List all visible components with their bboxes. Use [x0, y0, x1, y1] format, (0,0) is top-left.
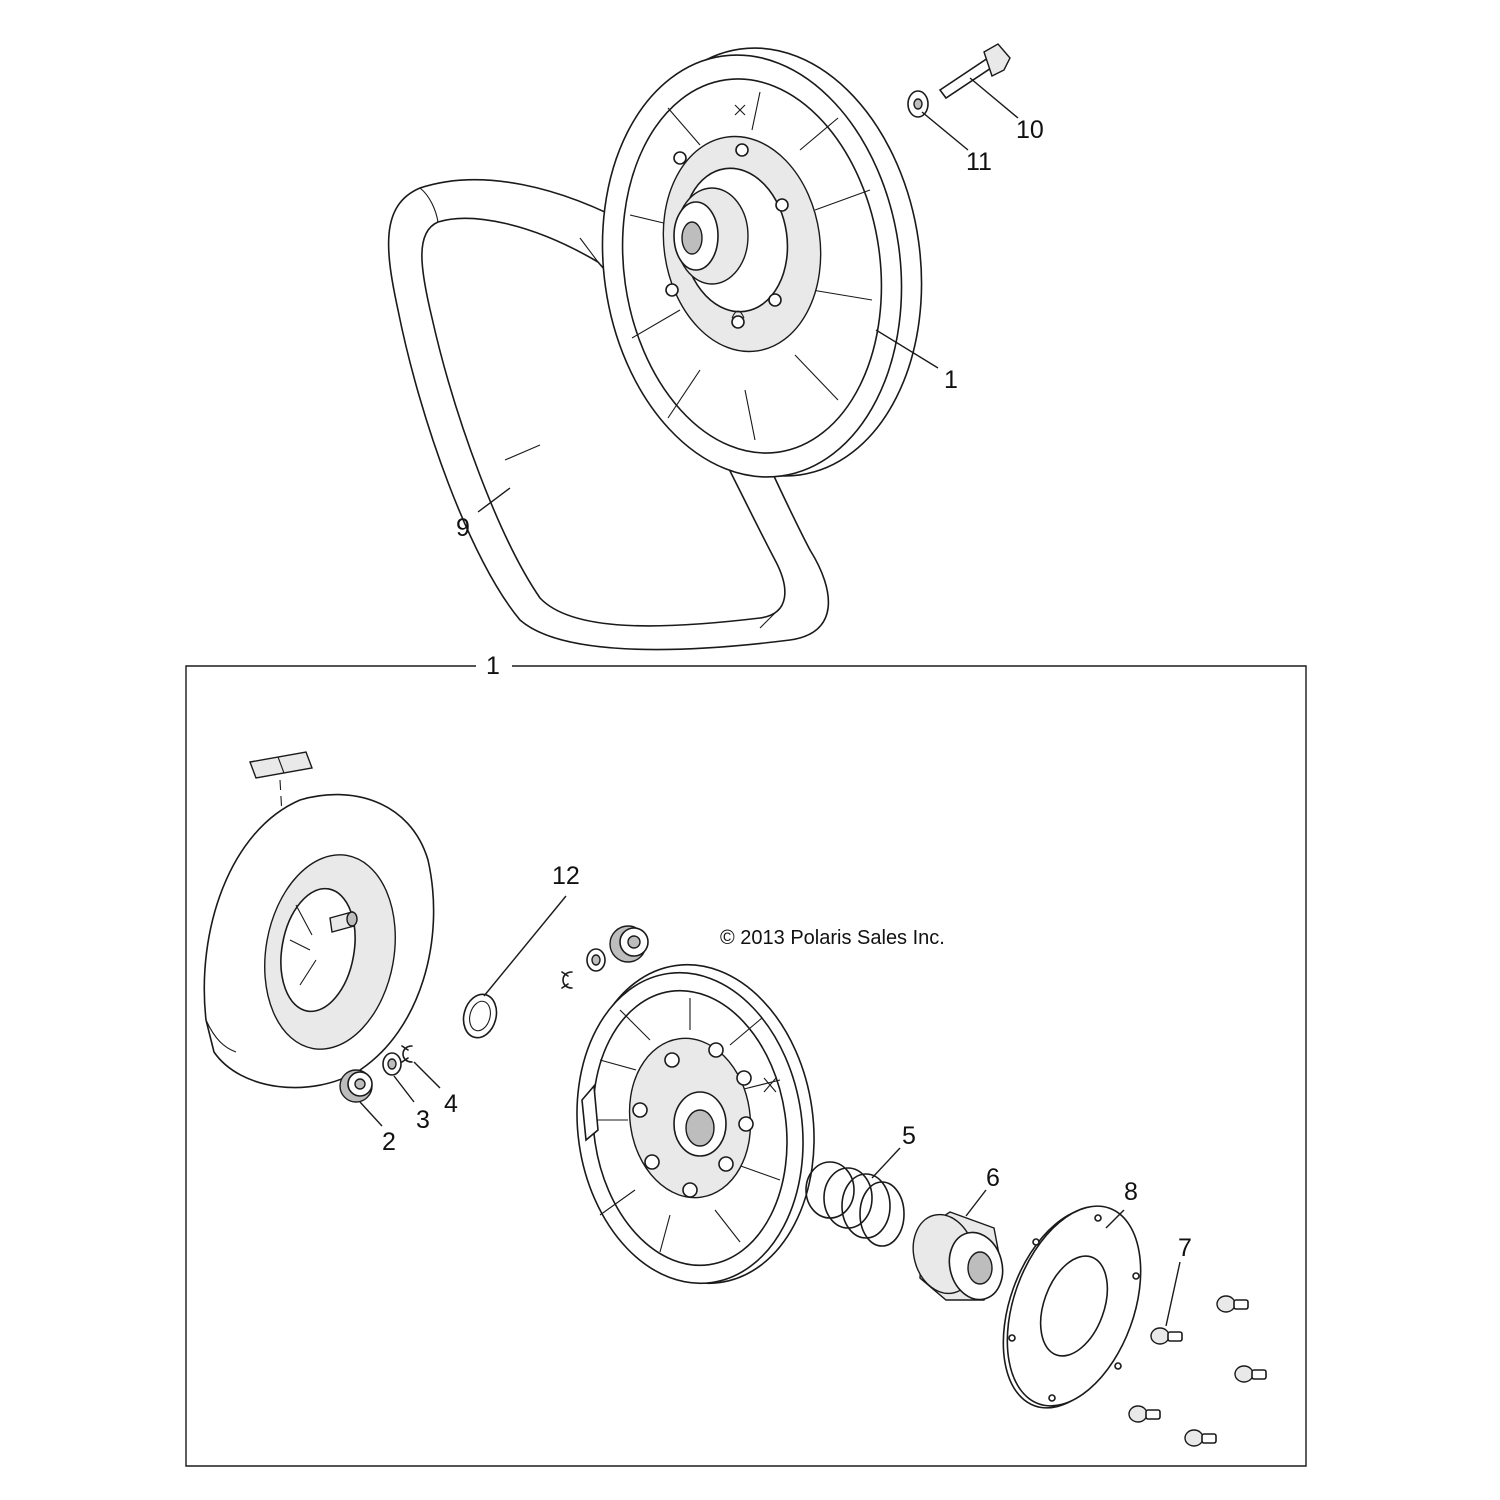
callout-9: 9	[456, 514, 470, 542]
callout-12: 12	[552, 862, 580, 890]
callout-7: 7	[1178, 1234, 1192, 1262]
callout-6: 6	[986, 1164, 1000, 1192]
moveable-sheave	[557, 950, 834, 1299]
bolt	[940, 44, 1010, 98]
screw	[1151, 1328, 1182, 1344]
washer	[908, 91, 928, 117]
screw	[1129, 1406, 1160, 1422]
e-clip	[402, 1046, 412, 1062]
screw	[1235, 1366, 1266, 1382]
roller-washer	[383, 1053, 401, 1075]
fixed-sheave	[204, 795, 433, 1088]
callout-5: 5	[902, 1122, 916, 1150]
screws	[1129, 1296, 1266, 1446]
copyright-text: © 2013 Polaris Sales Inc.	[720, 927, 945, 949]
callout-11: 11	[966, 148, 992, 176]
leader-10	[970, 78, 1018, 118]
leader-5	[872, 1148, 900, 1178]
leader-12	[484, 896, 566, 996]
callout-1-box: 1	[486, 652, 500, 680]
callout-3: 3	[416, 1106, 430, 1134]
spring	[806, 1162, 904, 1246]
cover-plate	[978, 1188, 1166, 1426]
leader-6	[966, 1190, 986, 1216]
callout-1-top: 1	[944, 366, 958, 394]
leader-7	[1166, 1262, 1180, 1326]
callout-8: 8	[1124, 1178, 1138, 1206]
leader-2	[360, 1102, 382, 1126]
spring-cup	[905, 1208, 1010, 1306]
roller-set-upper	[562, 926, 648, 988]
leader-3	[394, 1076, 414, 1102]
callout-2: 2	[382, 1128, 396, 1156]
callout-10: 10	[1016, 116, 1044, 144]
callout-4: 4	[444, 1090, 458, 1118]
roller	[340, 1070, 372, 1102]
screw	[1217, 1296, 1248, 1312]
leader-11	[922, 112, 968, 150]
leader-4	[414, 1062, 440, 1088]
thrust-washer	[459, 991, 501, 1042]
screw	[1185, 1430, 1216, 1446]
